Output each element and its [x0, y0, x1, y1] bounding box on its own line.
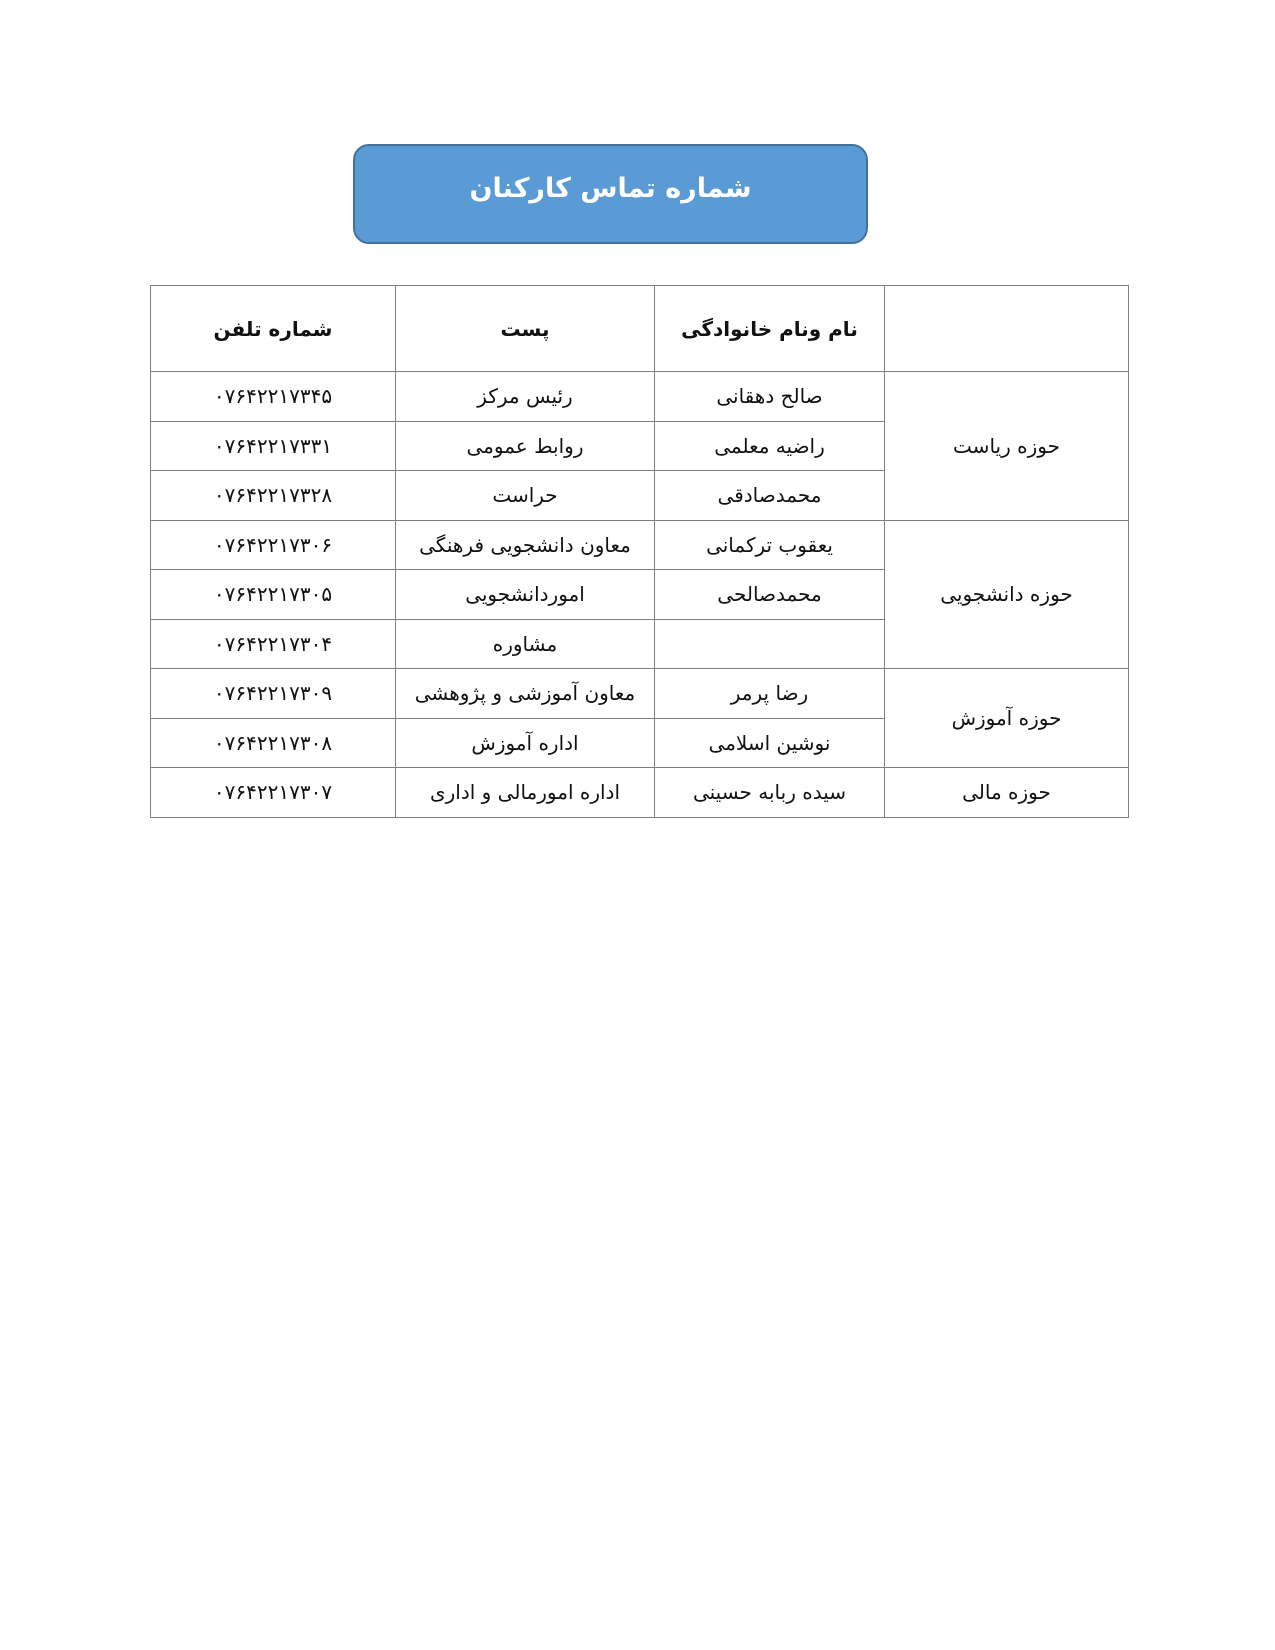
name-cell: یعقوب ترکمانی: [655, 520, 885, 570]
header-name: نام ونام خانوادگی: [655, 286, 885, 372]
post-cell: معاون آموزشی و پژوهشی: [396, 669, 655, 719]
phone-cell: ۰۷۶۴۲۲۱۷۳۴۵: [151, 372, 396, 422]
post-cell: حراست: [396, 471, 655, 521]
phone-cell: ۰۷۶۴۲۲۱۷۳۲۸: [151, 471, 396, 521]
table-header-row: [151, 286, 1129, 372]
phone-cell: ۰۷۶۴۲۲۱۷۳۰۴: [151, 619, 396, 669]
page-title: شماره تماس کارکنان: [469, 172, 752, 204]
name-cell: محمدصالحی: [655, 570, 885, 620]
phone-cell: ۰۷۶۴۲۲۱۷۳۰۹: [151, 669, 396, 719]
post-cell: روابط عمومی: [396, 421, 655, 471]
name-cell: محمدصادقی: [655, 471, 885, 521]
post-cell: اداره امورمالی و اداری: [396, 768, 655, 818]
phone-cell: ۰۷۶۴۲۲۱۷۳۳۱: [151, 421, 396, 471]
table-row: [151, 768, 1129, 818]
department-cell: حوزه ریاست: [885, 372, 1129, 521]
post-cell: معاون دانشجویی فرهنگی: [396, 520, 655, 570]
name-cell: رضا پرمر: [655, 669, 885, 719]
phone-cell: ۰۷۶۴۲۲۱۷۳۰۵: [151, 570, 396, 620]
table-row: [151, 520, 1129, 570]
department-cell: حوزه آموزش: [885, 669, 1129, 768]
phone-cell: ۰۷۶۴۲۲۱۷۳۰۶: [151, 520, 396, 570]
name-cell: نوشین اسلامی: [655, 718, 885, 768]
table-row: [151, 372, 1129, 422]
name-cell: سیده ربابه حسینی: [655, 768, 885, 818]
post-cell: مشاوره: [396, 619, 655, 669]
phone-cell: ۰۷۶۴۲۲۱۷۳۰۸: [151, 718, 396, 768]
post-cell: اموردانشجویی: [396, 570, 655, 620]
header-phone: شماره تلفن: [151, 286, 396, 372]
department-cell: حوزه دانشجویی: [885, 520, 1129, 669]
header-department: [885, 286, 1129, 372]
name-cell: صالح دهقانی: [655, 372, 885, 422]
name-cell: [655, 619, 885, 669]
contacts-table: [150, 285, 1129, 818]
post-cell: رئیس مرکز: [396, 372, 655, 422]
department-cell: حوزه مالی: [885, 768, 1129, 818]
header-post: پست: [396, 286, 655, 372]
phone-cell: ۰۷۶۴۲۲۱۷۳۰۷: [151, 768, 396, 818]
name-cell: راضیه معلمی: [655, 421, 885, 471]
table-row: [151, 669, 1129, 719]
post-cell: اداره آموزش: [396, 718, 655, 768]
page-title-banner: [353, 144, 868, 244]
